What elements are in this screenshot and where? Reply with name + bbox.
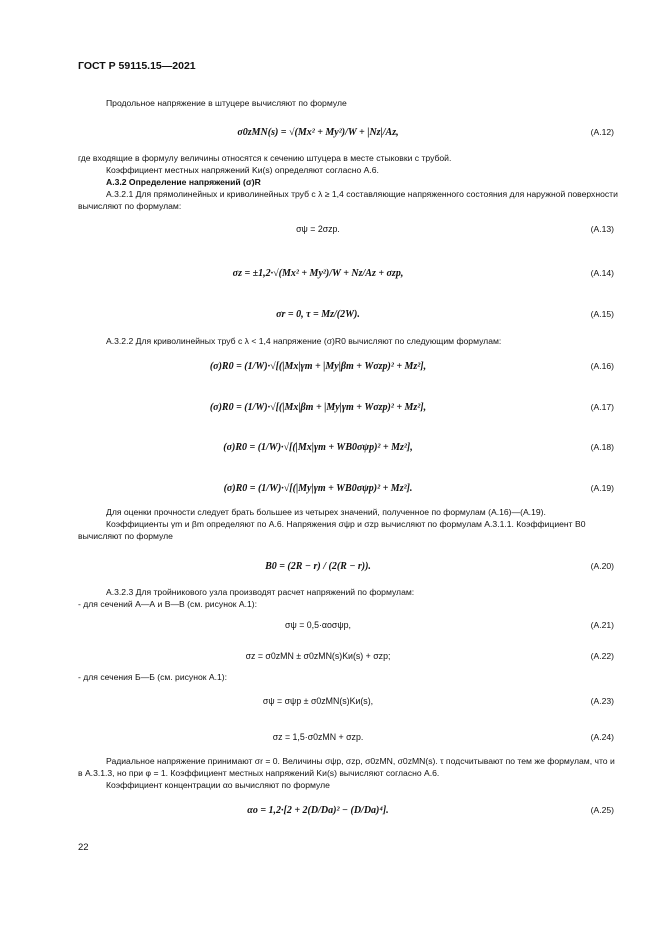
equation-row — [78, 805, 618, 833]
page-number: 22 — [78, 842, 89, 853]
paragraph: А.3.2.3 Для тройникового узла производят расчет напряжений по формулам: — [106, 587, 415, 597]
equation-number: (А.25) — [590, 805, 614, 815]
equation-row — [78, 268, 618, 296]
equation-formula: σz = σ0zMN ± σ0zMN(s)Kи(s) + σzp; — [245, 651, 391, 661]
equation-number: (А.20) — [590, 561, 614, 571]
equation-number: (А.16) — [590, 361, 614, 371]
equation-row — [78, 696, 618, 724]
paragraph: Коэффициенты γm и βm определяют по А.6. Напряжения σψp и σzp вычисляют по формулам А.3.1.1. Коэффициент B0 вычисляют по формуле — [78, 519, 586, 541]
paragraph: Для оценки прочности следует брать большее из четырех значений, полученное по формулам (А.16)—(А.19). — [106, 507, 546, 517]
equation-formula: σz = ±1,2·√(Mx² + My²)/W + Nz/Az + σzp, — [232, 268, 404, 279]
paragraph: Коэффициент концентрации αo вычисляют по формуле — [106, 780, 330, 790]
equation-formula: αo = 1,2·[2 + 2(D/Da)² − (D/Da)⁴]. — [247, 805, 389, 816]
equation-number: (А.14) — [590, 268, 614, 278]
equation-formula: σψ = 0,5·αoσψp, — [285, 620, 351, 630]
equation-number: (А.15) — [590, 309, 614, 319]
paragraph: А.3.2.2 Для криволинейных труб с λ < 1,4 напряжение (σ)R0 вычисляют по следующим формулам: — [106, 336, 502, 346]
equation-formula: σψ = σψp ± σ0zMN(s)Kи(s), — [262, 696, 374, 706]
equation-formula: (σ)R0 = (1/W)·√[(|My|γm + WB0σψp)² + Mz²]. — [223, 483, 413, 494]
paragraph: Коэффициент местных напряжений Kи(s) определяют согласно А.6. — [106, 165, 379, 175]
equation-formula: (σ)R0 = (1/W)·√[(|Mx|γm + |My|βm + Wσzp)² + Mz²], — [209, 361, 427, 372]
equation-row — [78, 309, 618, 337]
equation-formula: σz = 1,5·σ0zMN + σzp. — [272, 732, 364, 742]
equation-number: (А.19) — [590, 483, 614, 493]
equation-formula: σψ = 2σzp. — [296, 224, 340, 234]
equation-number: (А.21) — [590, 620, 614, 630]
equation-number: (А.12) — [590, 127, 614, 137]
equation-number: (А.22) — [590, 651, 614, 661]
equation-formula: σr = 0, τ = Mz/(2W). — [276, 309, 360, 320]
paragraph: - для сечений А—А и В—В (см. рисунок А.1): — [78, 599, 258, 609]
equation-number: (А.18) — [590, 442, 614, 452]
equation-row — [78, 561, 618, 589]
equation-number: (А.23) — [590, 696, 614, 706]
equation-number: (А.17) — [590, 402, 614, 412]
equation-formula: B0 = (2R − r) / (2(R − r)). — [265, 561, 371, 572]
paragraph: Продольное напряжение в штуцере вычисляют по формуле — [106, 98, 347, 108]
equation-formula: (σ)R0 = (1/W)·√[(|Mx|βm + |My|γm + Wσzp)² + Mz²], — [209, 402, 427, 413]
equation-row — [78, 620, 618, 648]
equation-row — [78, 361, 618, 389]
equation-row — [78, 402, 618, 430]
equation-formula: σ0zMN(s) = √(Mx² + My²)/W + |Nz|/Az, — [237, 127, 399, 138]
equation-row — [78, 224, 618, 252]
document-code-header: ГОСТ Р 59115.15—2021 — [78, 60, 196, 72]
section-heading: А.3.2 Определение напряжений (σ)R — [106, 177, 261, 187]
equation-row — [78, 127, 618, 155]
equation-row — [78, 442, 618, 470]
paragraph: где входящие в формулу величины относятся к сечению штуцера в месте стыковки с трубой. — [78, 153, 452, 163]
paragraph: - для сечения Б—Б (см. рисунок А.1): — [78, 672, 228, 682]
equation-number: (А.13) — [590, 224, 614, 234]
equation-formula: (σ)R0 = (1/W)·√[(|Mx|γm + WB0σψp)² + Mz²], — [223, 442, 413, 453]
paragraph: Радиальное напряжение принимают σr = 0. Величины σψp, σzp, σ0zMN, σ0zMN(s). τ подсчитывают по тем же формулам, что и в А.3.1.3, но при φ = 1. Коэффициент местных напряжений Kи(s) вычисляют согласно А.6. — [78, 756, 615, 778]
paragraph: А.3.2.1 Для прямолинейных и криволинейных труб с λ ≥ 1,4 составляющие напряженного состояния для наружной поверхности вычисляют по формулам: — [78, 189, 618, 211]
equation-number: (А.24) — [590, 732, 614, 742]
